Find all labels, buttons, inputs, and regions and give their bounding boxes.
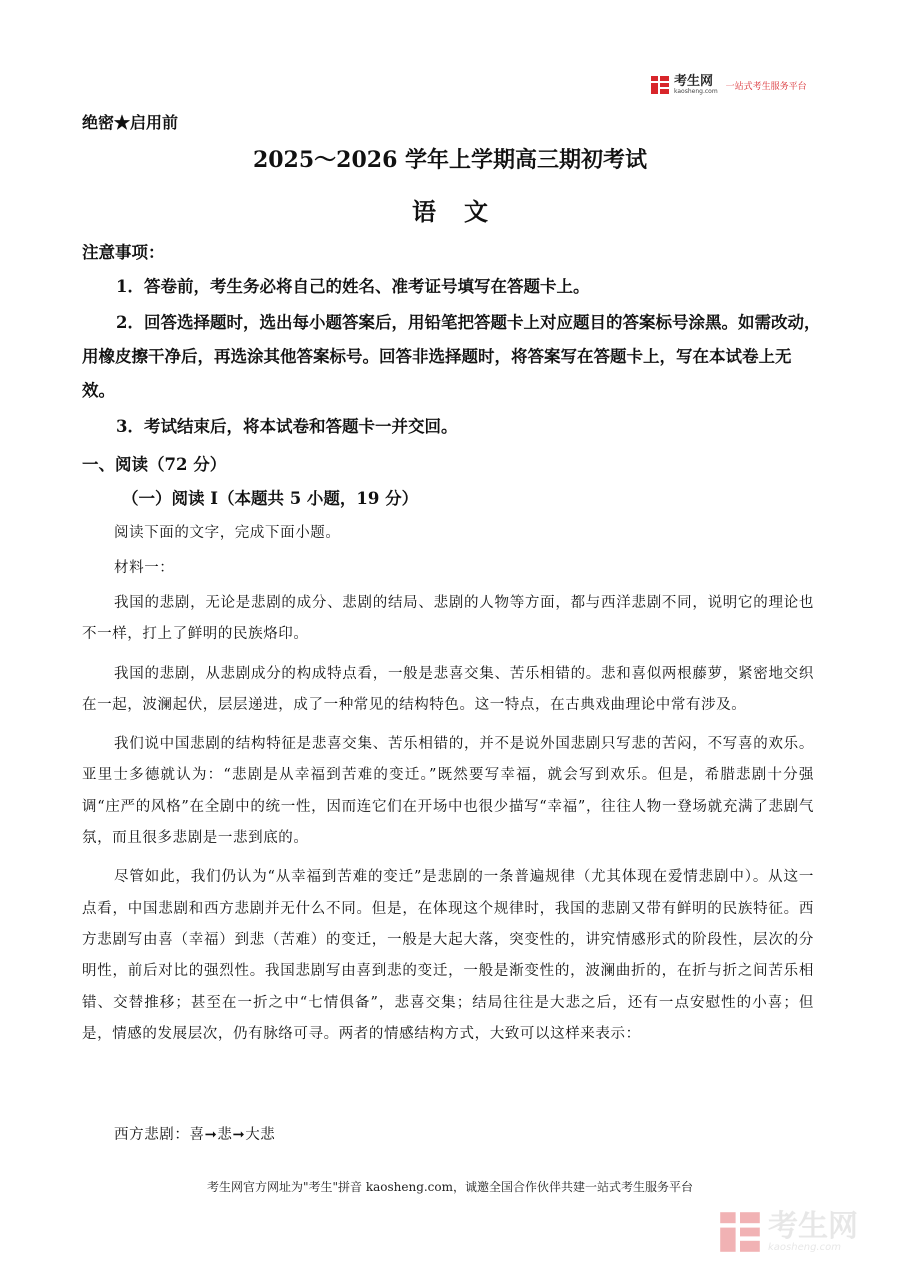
paragraph-2: 我国的悲剧，从悲剧成分的构成特点看，一般是悲喜交集、苦乐相错的。悲和喜似两根藤萝，紧密地交织在一起，波澜起伏，层层递进，成了一种常见的结构特色。这一特点，在古典戏曲理论中常有涉及。 [82,665,814,713]
watermark [718,1200,878,1264]
section-title: 一、阅读（72 分） [82,455,227,474]
western-tragedy-formula: 西方悲剧：喜➞悲➞大悲 [114,1127,276,1143]
kaosheng-logo-icon [650,75,670,95]
logo-name: 考生网 [674,74,714,89]
watermark-domain: kaosheng.com [768,1241,841,1253]
page-footer: 考生网官方网址为"考生"拼音 kaosheng.com，诚邀全国合作伙伴共建一站式考生服务平台 [206,1180,694,1194]
material-label-block [82,553,814,584]
logo-domain: kaosheng.com [674,88,718,95]
exam-title: 2025～2026 学年上学期高三期初考试 [252,147,648,173]
watermark-logo-icon [718,1210,762,1254]
logo-slogan: 一站式考生服务平台 [725,81,807,92]
secret-label: 绝密★启用前 [82,113,179,132]
material-text [82,588,814,1058]
subject-title: 语文 [412,197,516,226]
notice-item-1: 1．答卷前，考生务必将自己的姓名、准考证号填写在答题卡上。 [116,277,590,296]
instruction: 阅读下面的文字，完成下面小题。 [114,525,341,541]
material-label: 材料一： [114,560,175,576]
paragraph-1: 我国的悲剧，无论是悲剧的成分、悲剧的结局、悲剧的人物等方面，都与西洋悲剧不同，说明它的理论也不一样，打上了鲜明的民族烙印。 [82,595,814,643]
paragraph-3: 我们说中国悲剧的结构特征是悲喜交集、苦乐相错的，并不是说外国悲剧只写悲的苦闷，不写喜的欢乐。亚里士多德就认为：“悲剧是从幸福到苦难的变迁。”既然要写幸福，就会写到欢乐。但是，希腊悲剧十分强调“庄严的风格”在全剧中的统一性，因而连它们在开场中也很少描写“幸福”，往往人物一登场就充满了悲剧气氛，而且很多悲剧是一悲到底的。 [82,736,814,847]
section-subtitle: （一）阅读 Ⅰ（本题共 5 小题，19 分） [122,489,419,508]
notice-title: 注意事项： [82,243,165,262]
formula-block [82,1120,814,1151]
instruction-text [82,518,814,549]
watermark-name: 考生网 [768,1208,858,1244]
paragraph-4: 尽管如此，我们仍认为“从幸福到苦难的变迁”是悲剧的一条普遍规律（尤其体现在爱情悲剧中）。从这一点看，中国悲剧和西方悲剧并无什么不同。但是，在体现这个规律时，我国的悲剧又带有鲜明的民族特征。西方悲剧写由喜（幸福）到悲（苦难）的变迁，一般是大起大落，突变性的，讲究情感形式的阶段性，层次的分明性，前后对比的强烈性。我国悲剧写由喜到悲的变迁，一般是渐变性的，波澜曲折的，在折与折之间苦乐相错、交替推移；甚至在一折之中“七情俱备”，悲喜交集；结局往往是大悲之后，还有一点安慰性的小喜；但是，情感的发展层次，仍有脉络可寻。两者的情感结构方式，大致可以这样来表示： [82,869,814,1042]
notice-item-2: 2．回答选择题时，选出每小题答案后，用铅笔把答题卡上对应题目的答案标号涂黑。如需改动，用橡皮擦干净后，再选涂其他答案标号。回答非选择题时，将答案写在答题卡上，写在本试卷上无效。 [82,313,821,400]
notice-item-3: 3．考试结束后，将本试卷和答题卡一并交回。 [116,417,458,436]
brand-logo [650,72,830,98]
